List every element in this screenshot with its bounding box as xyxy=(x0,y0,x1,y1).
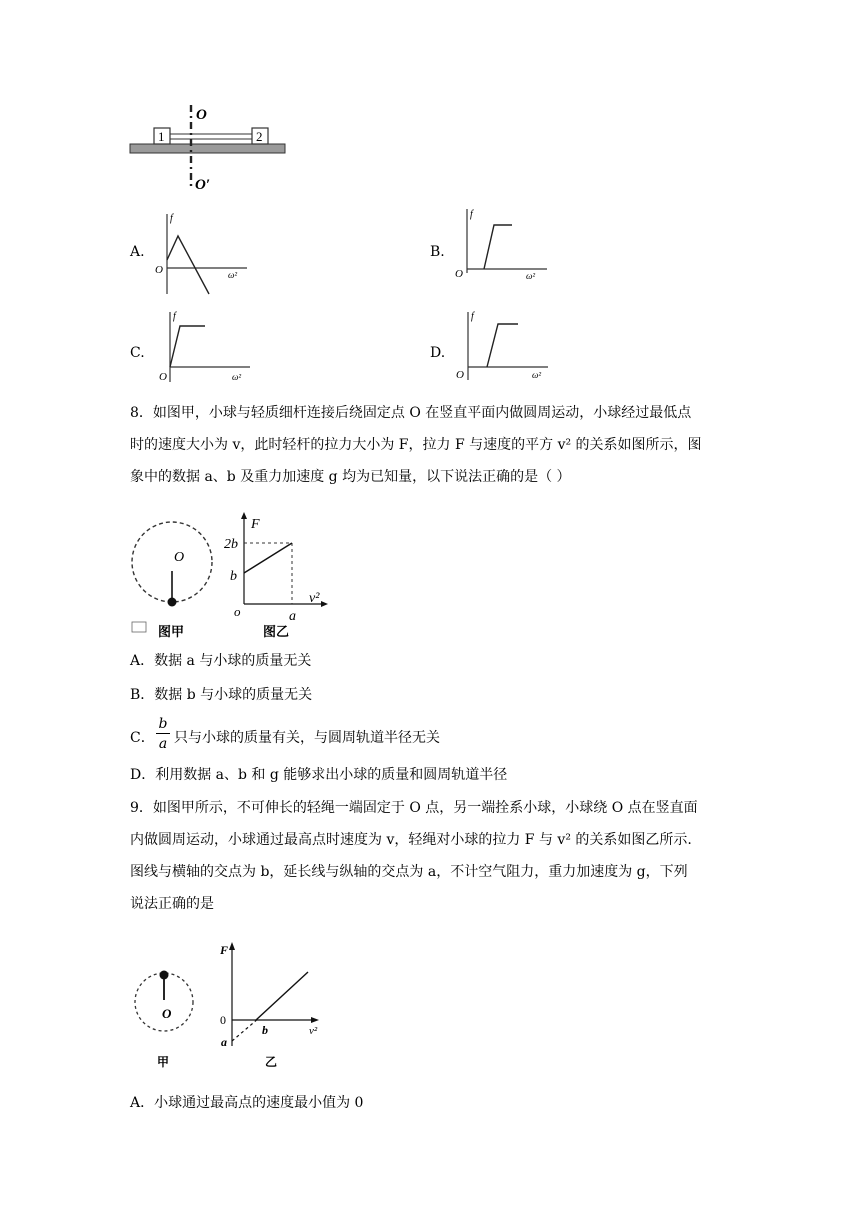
graph-a-origin: O xyxy=(155,264,163,276)
graph-c-curve xyxy=(170,326,205,367)
question-9-line-1: 9．如图甲所示，不可伸长的轻绳一端固定于 O 点，另一端拴系小球，小球绕 O 点在竖直面 xyxy=(130,800,698,816)
f-label-9: F xyxy=(220,943,229,957)
option-a-label: A. xyxy=(130,244,145,260)
graph-a xyxy=(152,210,252,300)
graph-b-x-label: ω² xyxy=(526,271,536,281)
f-v2-line xyxy=(244,543,292,573)
graph-b-curve xyxy=(484,225,512,269)
ball-9 xyxy=(160,971,169,980)
tick-a: a xyxy=(289,609,296,624)
question-8-option-d: D．利用数据 a、b 和 g 能够求出小球的质量和圆周轨道半径 xyxy=(130,767,508,783)
question-8-stem xyxy=(130,397,740,493)
a-label-9: a xyxy=(221,1035,227,1049)
v2-label-9: v² xyxy=(309,1025,318,1037)
rod-plate xyxy=(130,144,285,153)
block-1-label: 1 xyxy=(158,129,165,144)
b-label-9: b xyxy=(262,1023,268,1037)
fraction-b-over-a xyxy=(156,715,170,754)
graph-b-y-label: f xyxy=(470,209,473,220)
caption-right-9: 乙 xyxy=(265,1055,278,1069)
f-label: F xyxy=(251,517,260,532)
question-8-option-a: A．数据 a 与小球的质量无关 xyxy=(130,653,312,669)
extension-dashed xyxy=(232,1018,259,1041)
question-9-option-a: A．小球通过最高点的速度最小值为 0 xyxy=(130,1095,364,1111)
graph-a-y-label: f xyxy=(170,213,173,224)
rod-figure xyxy=(125,100,295,195)
graph-b-origin: O xyxy=(455,268,463,280)
question-8-figure xyxy=(126,508,340,642)
f-v2-line-9 xyxy=(256,972,308,1020)
fraction-numerator: b xyxy=(158,716,168,732)
question-8-line-1: 8．如图甲，小球与轻质细杆连接后绕固定点 O 在竖直平面内做圆周运动，小球经过最低点 xyxy=(130,405,692,421)
graph-d-curve xyxy=(487,324,518,367)
graph-c xyxy=(152,308,252,388)
origin-label: o xyxy=(234,604,241,619)
graph-a-curve xyxy=(167,236,209,294)
graph-c-x-label: ω² xyxy=(232,372,242,382)
tick-b: b xyxy=(230,569,237,584)
option-c-text: 只与小球的质量有关，与圆周轨道半径无关 xyxy=(174,730,440,746)
option-c-prefix: C． xyxy=(130,730,155,746)
question-8-line-3: 象中的数据 a、b 及重力加速度 g 均为已知量，以下说法正确的是（ ） xyxy=(130,469,571,485)
graph-d-x-label: ω² xyxy=(532,370,542,380)
axis-label-bottom: O′ xyxy=(195,177,211,193)
ball xyxy=(168,598,177,607)
graph-b xyxy=(452,205,552,285)
question-9-stem xyxy=(130,792,740,920)
center-label: O xyxy=(174,550,185,565)
option-b-label: B. xyxy=(430,244,445,260)
zero-label-9: 0 xyxy=(220,1013,226,1027)
graph-d xyxy=(452,308,552,388)
graph-c-origin: O xyxy=(159,371,167,383)
center-label-9: O xyxy=(162,1006,172,1021)
fraction-denominator: a xyxy=(158,736,168,752)
tick-2b: 2b xyxy=(224,537,238,552)
blank-box xyxy=(132,622,146,632)
question-8-line-2: 时的速度大小为 v，此时轻杆的拉力大小为 F，拉力 F 与速度的平方 v² 的关系如图所示，图 xyxy=(130,437,702,453)
axis-label-top: O xyxy=(196,107,207,123)
question-9-line-3: 图线与横轴的交点为 b，延长线与纵轴的交点为 a，不计空气阻力，重力加速度为 g，下列 xyxy=(130,864,688,880)
block-2-label: 2 xyxy=(256,129,263,144)
question-8-option-b: B．数据 b 与小球的质量无关 xyxy=(130,687,313,703)
caption-left-9: 甲 xyxy=(157,1055,170,1069)
option-d-label: D. xyxy=(430,345,446,361)
graph-c-y-label: f xyxy=(173,311,176,322)
question-9-line-2: 内做圆周运动，小球通过最高点时速度为 v，轻绳对小球的拉力 F 与 v² 的关系如图乙所示. xyxy=(130,832,692,848)
v2-label: v² xyxy=(309,591,320,606)
graph-a-x-label: ω² xyxy=(228,270,238,280)
caption-right: 图乙 xyxy=(263,624,290,639)
question-9-figure xyxy=(126,938,336,1072)
rod-bar xyxy=(170,134,258,139)
option-c-label: C. xyxy=(130,345,145,361)
graph-d-origin: O xyxy=(456,369,464,381)
caption-left: 图甲 xyxy=(158,624,185,639)
graph-d-y-label: f xyxy=(471,311,474,322)
question-9-line-4: 说法正确的是 xyxy=(130,896,214,912)
